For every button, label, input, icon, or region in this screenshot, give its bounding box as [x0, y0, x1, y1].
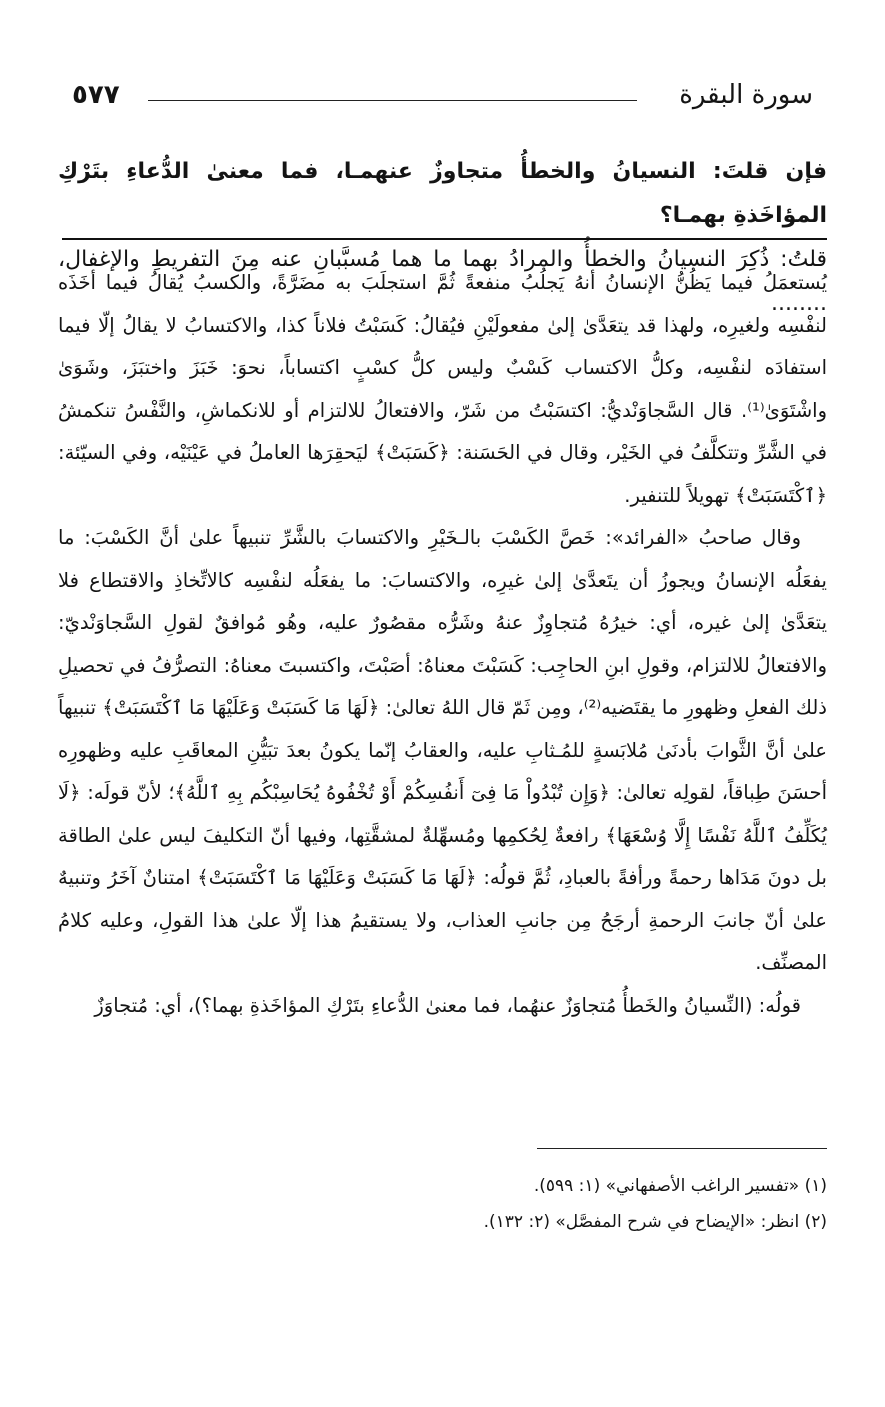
commentary-paragraph: قولُه: (النِّسيانُ والخَطأُ مُتجاوَزٌ عنهُما، فما معنىٰ الدُّعاءِ بتَرْكِ المؤاخَذةِ بهما؟)، أي: مُتجاوَزٌ	[94, 993, 801, 1017]
commentary-paragraph: وقال صاحبُ «الفرائد»: خَصَّ الكَسْبَ بالـخَيْرِ والاكتسابَ بالشَّرِّ تنبيهاً علىٰ أنَّ الكَسْبَ: ما يفعَلُه الإنسانُ ويجوزُ أن يتَعدَّىٰ إلىٰ غيرِه، والاكتسابَ: ما يفعَلُه لنفْسِه كالاتِّخاذِ والاقتطاع فلا يتعَدَّىٰ إلىٰ غيره، أي: خيرُهُ مُتجاوِزٌ عنهُ وشَرُّه مقصُورٌ عليه، وهُو مُوافقٌ لقولِ السَّجاوَنْديّ: والافتعالُ للالتزام، وقولِ ابنِ الحاجِب: كَسَبْتَ معناهُ: أصَبْتَ، واكتسبتَ معناهُ: التصرُّفُ في تحصيلِ ذلك الفعلِ وظهورِ ما يقتَضيه⁽²⁾، ومِن ثَمّ قال اللهُ تعالىٰ: ﴿لَهَا مَا كَسَبَتْ وَعَلَيْهَا مَا ٱكْتَسَبَتْ﴾ تنبيهاً علىٰ أنَّ الثَّوابَ بأدنَىٰ مُلابَسةٍ للمُـثابِ عليه، والعقابُ إنّما يكونُ بعدَ تبَيُّنِ المعاقَبِ عليه وظهورِه أحسَنَ طِباقاً، لقولِه تعالىٰ: ﴿وَإِن تُبْدُواْ مَا فِىٓ أَنفُسِكُمْ أَوْ تُخْفُوهُ يُحَاسِبْكُم بِهِ ٱللَّهُ﴾؛ لأنّ قولَه: ﴿لَا يُكَلِّفُ ٱللَّهُ نَفْسًا إِلَّا وُسْعَهَا﴾ رافعةٌ لِحُكمِها ومُسهِّلةٌ لمشقَّتِها، وفيها أنّ التكليفَ ليس علىٰ الطاقة بل دونَ مَدَاها رحمةً ورأفةً بالعبادِ، ثُمَّ قولُه: ﴿لَهَا مَا كَسَبَتْ وَعَلَيْهَا مَا ٱكْتَسَبَتْ﴾ امتنانٌ آخَرُ وتنبيهٌ علىٰ أنّ جانبَ الرحمةِ أرجَحُ مِن جانبِ العذاب، ولا يستقيمُ هذا إلّا علىٰ هذا القولِ، وعليه كلامُ المصنِّف.	[58, 526, 827, 974]
answer-line: قلتُ: ذُكِرَ النسيانُ والخطأُ والمرادُ بهما ما هما مُسبَّبانِ عنه مِنَ التفريطِ والإغفال، ........	[58, 247, 827, 316]
commentary-body	[58, 262, 827, 1027]
surah-name: سورة البقرة	[679, 80, 813, 110]
page-number: ٥٧٧	[72, 80, 120, 110]
footnote: (١) «تفسير الراغب الأصفهاني» (١: ٥٩٩).	[533, 1176, 827, 1196]
page-header	[58, 80, 827, 120]
footnotes	[300, 1168, 827, 1240]
separator-rule	[62, 238, 827, 240]
header-rule	[148, 100, 637, 101]
question-line: فإن قلتَ: النسيانُ والخطأُ متجاوزٌ عنهمـا، فما معنىٰ الدُّعاءِ بتَرْكِ المؤاخَذةِ بهمـا؟	[58, 159, 827, 228]
commentary-paragraph: يُستعمَلُ فيما يَظُنُّ الإنسانُ أنهُ يَجلُبُ منفعةً ثُمَّ استجلَبَ به مضَرَّةً، والكسبُ يُقالُ فيما أخَذَه لنفْسِه ولغيرِه، ولهذا قد يتعَدَّىٰ إلىٰ مفعولَيْنِ فيُقالُ: كَسَبْتُ فلاناً كذا، والاكتسابُ لا يقالُ إلّا فيما استفادَه لنفْسِه، وكلُّ الاكتساب كَسْبٌ وليس كلُّ كسْبٍ اكتساباً، نحوَ: خَبَزَ واختبَزَ، وشَوَىٰ واشْتَوَىٰ⁽¹⁾. قال السَّجاوَنْديُّ: اكتسَبْتُ من شَرّ، والافتعالُ للالتزام أو للانكماشِ، والنَّفْسُ تنكمشُ في الشَّرِّ وتتكلَّفُ في الخَيْر، وقال في الحَسَنة: ﴿كَسَبَتْ﴾ ليَحقِرَها العاملُ في عَيْنَيْه، وفي السيّئة: ﴿ٱكْتَسَبَتْ﴾ تهويلاً للتنفير.	[58, 271, 827, 507]
footnote: (٢) انظر: «الإيضاح في شرح المفصَّل» (٢: ١٣٢).	[483, 1212, 827, 1232]
footnote-rule	[537, 1148, 827, 1149]
